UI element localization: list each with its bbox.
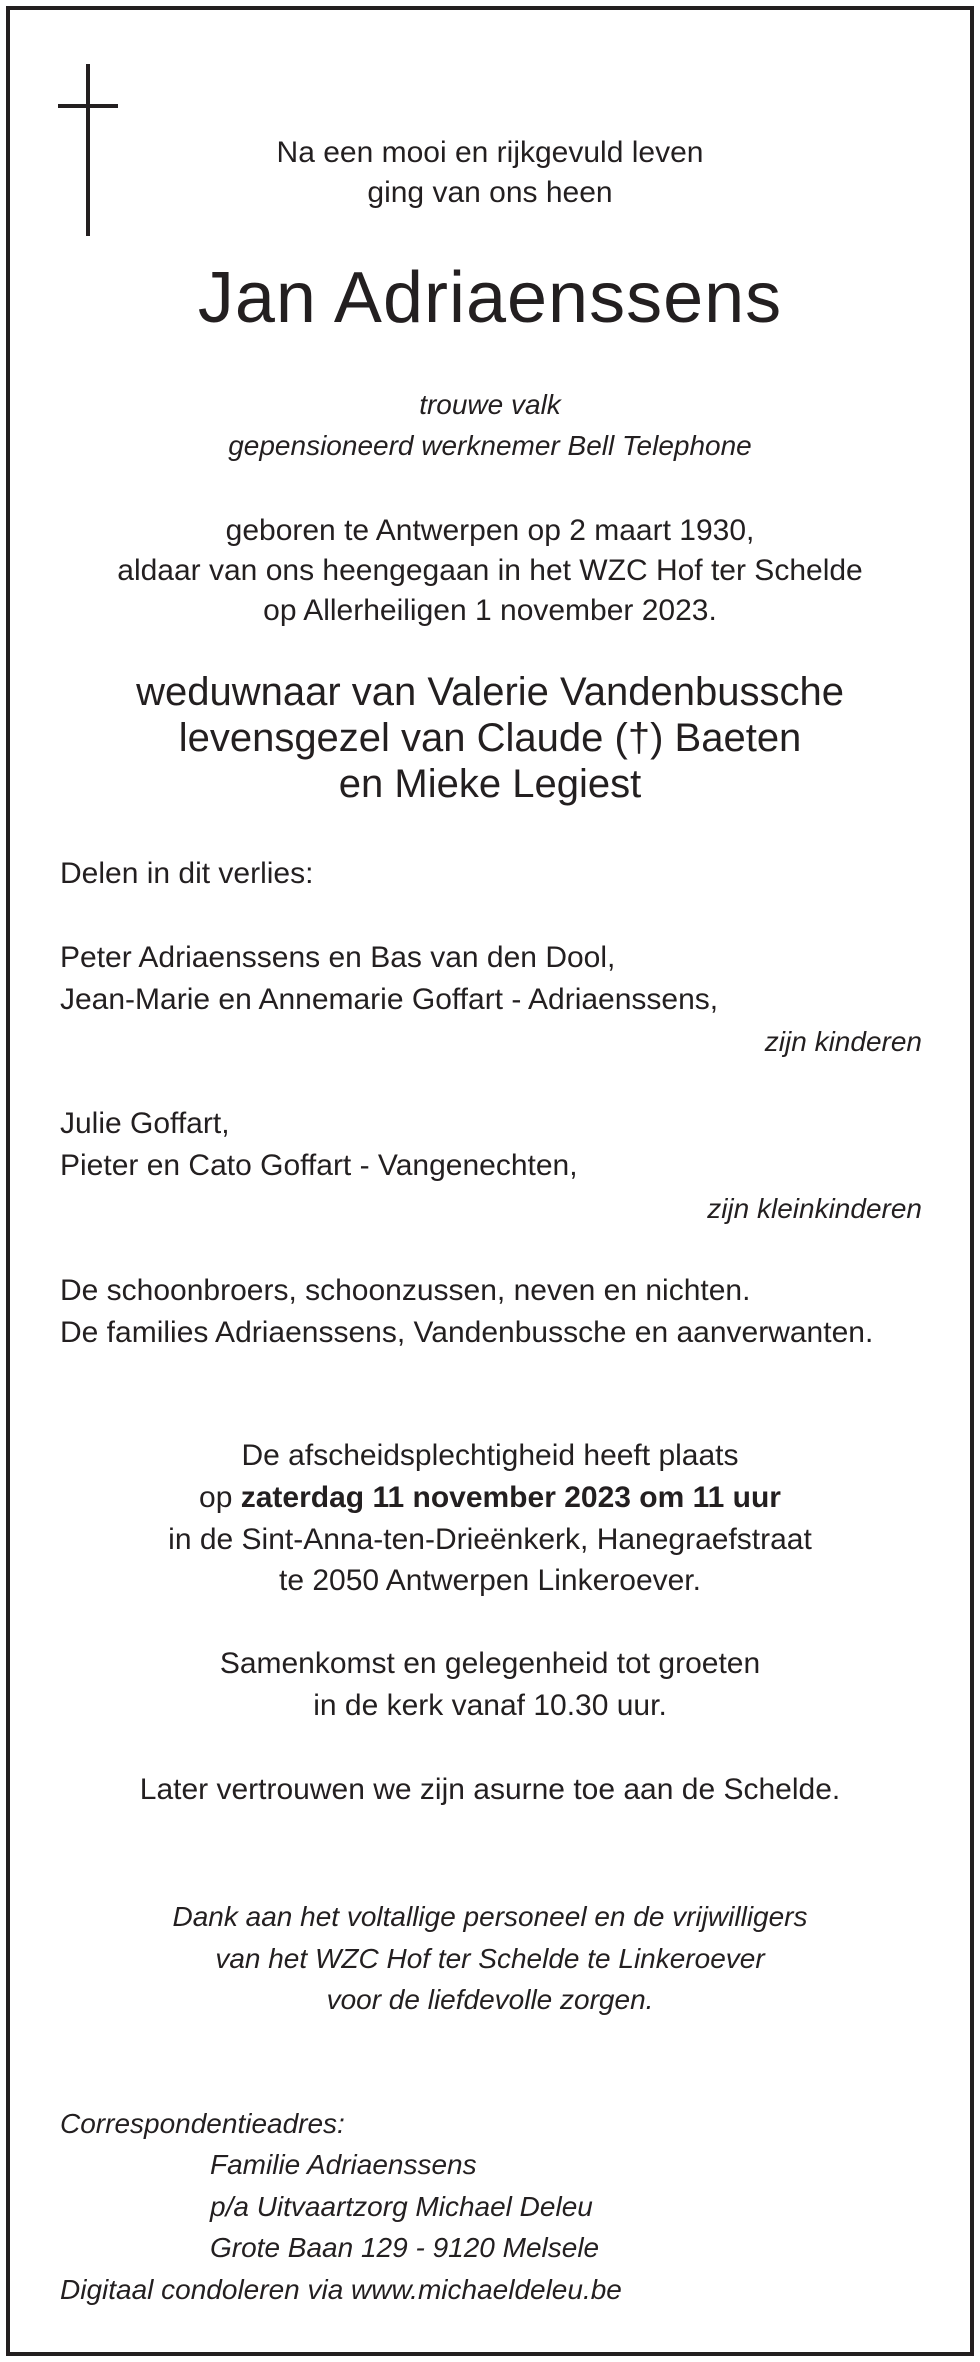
families-line: De families Adriaenssens, Vandenbussche en aanverwanten.	[60, 1316, 874, 1349]
dates-line: aldaar van ons heengegaan in het WZC Hof ter Schelde	[117, 554, 863, 587]
gathering-line: in de kerk vanaf 10.30 uur.	[313, 1689, 667, 1722]
grandchildren-label: zijn kleinkinderen	[707, 1193, 922, 1224]
deceased-name: Jan Adriaenssens	[197, 258, 783, 338]
children-label: zijn kinderen	[764, 1026, 922, 1057]
dates-line: geboren te Antwerpen op 2 maart 1930,	[225, 514, 755, 547]
dates-line: op Allerheiligen 1 november 2023.	[263, 594, 717, 627]
correspondence-heading: Correspondentieadres:	[60, 2108, 345, 2139]
ceremony-line: De afscheidsplechtigheid heeft plaats	[241, 1439, 739, 1472]
child-line: Jean-Marie en Annemarie Goffart - Adriaenssens,	[60, 983, 719, 1016]
cross-icon-crossbar	[58, 104, 118, 108]
condolence-link[interactable]: Digitaal condoleren via www.michaeldeleu.be	[60, 2274, 622, 2305]
correspondence-line: Familie Adriaenssens	[210, 2149, 477, 2180]
subtitle-line: gepensioneerd werknemer Bell Telephone	[228, 430, 752, 461]
ceremony-line: in de Sint-Anna-ten-Drieënkerk, Hanegraefstraat	[168, 1523, 812, 1556]
intro-line: ging van ons heen	[367, 176, 613, 209]
families-line: De schoonbroers, schoonzussen, neven en nichten.	[60, 1274, 751, 1307]
grandchild-line: Pieter en Cato Goffart - Vangenechten,	[60, 1149, 578, 1182]
intro-line: Na een mooi en rijkgevuld leven	[276, 136, 704, 169]
correspondence-line: p/a Uitvaartzorg Michael Deleu	[210, 2191, 593, 2222]
grandchild-line: Julie Goffart,	[60, 1107, 230, 1140]
ceremony-datetime: zaterdag 11 november 2023 om 11 uur	[240, 1481, 781, 1514]
child-line: Peter Adriaenssens en Bas van den Dool,	[60, 941, 616, 974]
gathering-line: Samenkomst en gelegenheid tot groeten	[219, 1647, 761, 1680]
share-heading: Delen in dit verlies:	[60, 857, 314, 890]
relations-line: weduwnaar van Valerie Vandenbussche	[136, 670, 844, 714]
ceremony-date-line	[0, 1478, 980, 1518]
ashes-line: Later vertrouwen we zijn asurne toe aan de Schelde.	[139, 1773, 841, 1806]
relations-line: en Mieke Legiest	[338, 762, 642, 806]
ceremony-prefix: op	[199, 1481, 241, 1514]
correspondence-line: Grote Baan 129 - 9120 Melsele	[210, 2232, 600, 2263]
thanks-line: Dank aan het voltallige personeel en de vrijwilligers	[172, 1901, 808, 1932]
thanks-line: voor de liefdevolle zorgen.	[326, 1984, 654, 2015]
ceremony-line: te 2050 Antwerpen Linkeroever.	[279, 1564, 701, 1597]
relations-line: levensgezel van Claude (†) Baeten	[178, 716, 802, 760]
subtitle-line: trouwe valk	[419, 389, 561, 420]
thanks-line: van het WZC Hof ter Schelde te Linkeroever	[215, 1943, 765, 1974]
